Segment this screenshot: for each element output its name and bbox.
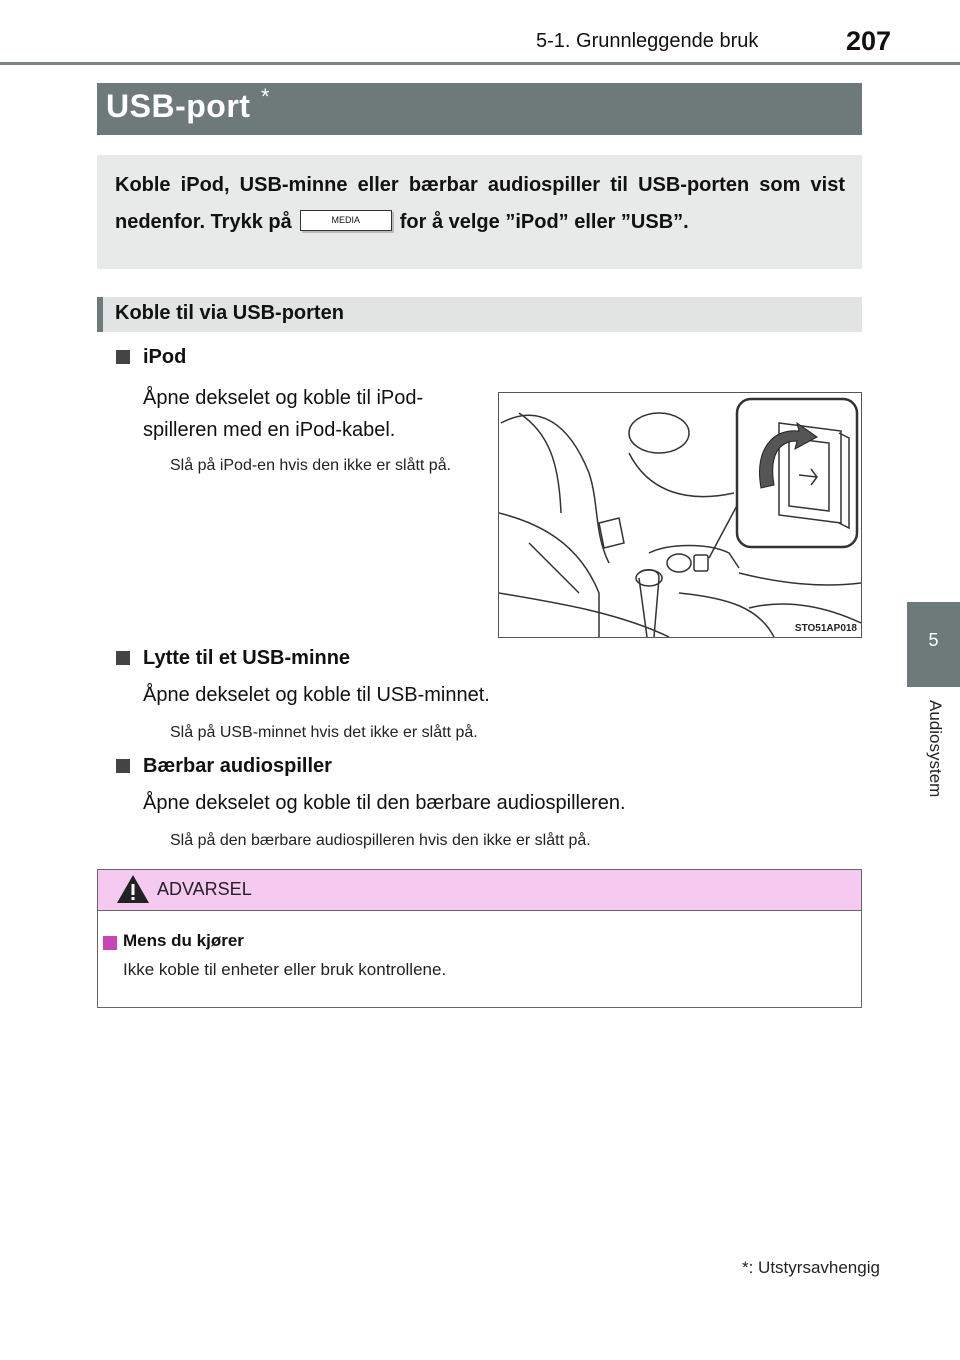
warning-bullet-icon [103, 936, 117, 950]
bullet-square-icon [116, 759, 130, 773]
intro-text-after: for å velge ”iPod” eller ”USB”. [399, 211, 689, 233]
bullet-square-icon [116, 350, 130, 364]
item-note-usb-minne: Slå på USB-minnet hvis det ikke er slått på. [170, 724, 478, 741]
subheading: Koble til via USB-porten [115, 302, 344, 324]
item-heading-ipod: iPod [143, 346, 187, 368]
page-title: USB-port [106, 88, 251, 124]
warning-title: ADVARSEL [157, 879, 252, 899]
chapter-tab [907, 602, 960, 687]
warning-subheading: Mens du kjører [123, 931, 244, 950]
footnote: *: Utstyrsavhengig [742, 1258, 880, 1277]
chapter-number: 5 [928, 630, 939, 650]
equipment-marker: * [261, 84, 270, 109]
bullet-square-icon [116, 651, 130, 665]
header-section-title: 5-1. Grunnleggende bruk [536, 30, 759, 52]
figure-code: STO51AP018 [794, 623, 857, 634]
media-button-icon: MEDIA [300, 210, 392, 231]
header-rule [0, 62, 960, 65]
chapter-side-label [905, 700, 960, 820]
warning-body: Ikke koble til enheter eller bruk kontrollene. [123, 960, 447, 979]
item-heading-audiospiller: Bærbar audiospiller [143, 755, 332, 777]
item-note-audiospiller: Slå på den bærbare audiospilleren hvis den ikke er slått på. [170, 832, 591, 849]
item-instruction-ipod: Åpne dekselet og koble til iPod-spilleren med en iPod-kabel. [143, 387, 424, 441]
page-number: 207 [846, 26, 892, 56]
warning-triangle-icon [115, 873, 151, 905]
item-note-ipod: Slå på iPod-en hvis den ikke er slått på. [170, 457, 452, 474]
dashboard-drawing [499, 393, 861, 637]
item-instruction-usb-minne: Åpne dekselet og koble til USB-minnet. [143, 684, 490, 706]
usb-port-illustration [498, 392, 862, 638]
chapter-label: Audiosystem [926, 700, 945, 798]
intro-text-before: Koble iPod, USB-minne eller bærbar audiospiller til USB-porten som vist nedenfor. Trykk på [115, 174, 845, 233]
item-heading-usb-minne: Lytte til et USB-minne [143, 647, 351, 669]
intro-text [115, 167, 845, 241]
item-instruction-audiospiller: Åpne dekselet og koble til den bærbare audiospilleren. [143, 792, 626, 814]
